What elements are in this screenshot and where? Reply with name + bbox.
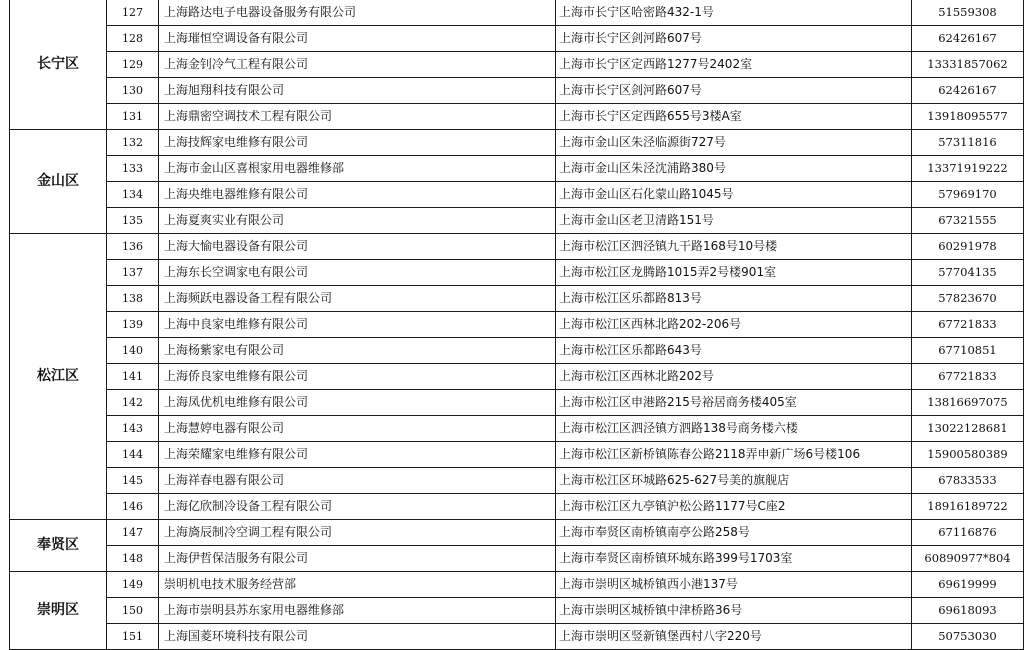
table-row bbox=[10, 104, 1024, 130]
company-name-cell: 上海荣耀家电维修有限公司 bbox=[159, 442, 556, 468]
phone-cell: 51559308 bbox=[912, 0, 1024, 26]
row-number-cell: 136 bbox=[107, 234, 159, 260]
company-name-cell: 崇明机电技术服务经营部 bbox=[159, 572, 556, 598]
row-number-cell: 134 bbox=[107, 182, 159, 208]
table-row bbox=[10, 156, 1024, 182]
address-cell: 上海市长宁区定西路1277号2402室 bbox=[556, 52, 912, 78]
phone-cell: 67833533 bbox=[912, 468, 1024, 494]
address-cell: 上海市松江区西林北路202-206号 bbox=[556, 312, 912, 338]
table-row bbox=[10, 364, 1024, 390]
company-name-cell: 上海旖辰制冷空调工程有限公司 bbox=[159, 520, 556, 546]
table-row bbox=[10, 416, 1024, 442]
table-row bbox=[10, 0, 1024, 26]
phone-cell: 60890977*804 bbox=[912, 546, 1024, 572]
table-row bbox=[10, 182, 1024, 208]
address-cell: 上海市长宁区哈密路432-1号 bbox=[556, 0, 912, 26]
company-name-cell: 上海金钊冷气工程有限公司 bbox=[159, 52, 556, 78]
table-row bbox=[10, 468, 1024, 494]
phone-cell: 15900580389 bbox=[912, 442, 1024, 468]
address-cell: 上海市松江区申港路215号裕居商务楼405室 bbox=[556, 390, 912, 416]
company-name-cell: 上海亿欣制冷设备工程有限公司 bbox=[159, 494, 556, 520]
company-name-cell: 上海慧婷电器有限公司 bbox=[159, 416, 556, 442]
address-cell: 上海市松江区乐都路643号 bbox=[556, 338, 912, 364]
company-name-cell: 上海中良家电维修有限公司 bbox=[159, 312, 556, 338]
phone-cell: 62426167 bbox=[912, 26, 1024, 52]
address-cell: 上海市金山区老卫清路151号 bbox=[556, 208, 912, 234]
address-cell: 上海市松江区龙腾路1015弄2号楼901室 bbox=[556, 260, 912, 286]
address-cell: 上海市松江区九亭镇沪松公路1177号C座2 bbox=[556, 494, 912, 520]
address-cell: 上海市松江区西林北路202号 bbox=[556, 364, 912, 390]
district-cell: 奉贤区 bbox=[10, 520, 107, 572]
row-number-cell: 130 bbox=[107, 78, 159, 104]
phone-cell: 67721833 bbox=[912, 312, 1024, 338]
phone-cell: 50753030 bbox=[912, 624, 1024, 650]
row-number-cell: 149 bbox=[107, 572, 159, 598]
table-row bbox=[10, 234, 1024, 260]
phone-cell: 13371919222 bbox=[912, 156, 1024, 182]
row-number-cell: 144 bbox=[107, 442, 159, 468]
table-row bbox=[10, 260, 1024, 286]
table-row bbox=[10, 624, 1024, 650]
address-cell: 上海市松江区环城路625-627号美的旗舰店 bbox=[556, 468, 912, 494]
address-cell: 上海市金山区朱泾沈浦路380号 bbox=[556, 156, 912, 182]
table-row bbox=[10, 26, 1024, 52]
phone-cell: 13816697075 bbox=[912, 390, 1024, 416]
phone-cell: 67721833 bbox=[912, 364, 1024, 390]
table-row bbox=[10, 520, 1024, 546]
row-number-cell: 147 bbox=[107, 520, 159, 546]
phone-cell: 13918095577 bbox=[912, 104, 1024, 130]
table-row bbox=[10, 494, 1024, 520]
company-name-cell: 上海路达电子电器设备服务有限公司 bbox=[159, 0, 556, 26]
company-name-cell: 上海璀恒空调设备有限公司 bbox=[159, 26, 556, 52]
service-provider-table bbox=[9, 0, 1024, 650]
company-name-cell: 上海市金山区喜根家用电器维修部 bbox=[159, 156, 556, 182]
phone-cell: 69618093 bbox=[912, 598, 1024, 624]
company-name-cell: 上海伊哲保洁服务有限公司 bbox=[159, 546, 556, 572]
company-name-cell: 上海东长空调家电有限公司 bbox=[159, 260, 556, 286]
company-name-cell: 上海夏爽实业有限公司 bbox=[159, 208, 556, 234]
row-number-cell: 150 bbox=[107, 598, 159, 624]
row-number-cell: 145 bbox=[107, 468, 159, 494]
company-name-cell: 上海大愉电器设备有限公司 bbox=[159, 234, 556, 260]
row-number-cell: 148 bbox=[107, 546, 159, 572]
row-number-cell: 140 bbox=[107, 338, 159, 364]
phone-cell: 62426167 bbox=[912, 78, 1024, 104]
address-cell: 上海市长宁区剑河路607号 bbox=[556, 78, 912, 104]
address-cell: 上海市奉贤区南桥镇南亭公路258号 bbox=[556, 520, 912, 546]
table-row bbox=[10, 338, 1024, 364]
row-number-cell: 138 bbox=[107, 286, 159, 312]
table-row bbox=[10, 442, 1024, 468]
address-cell: 上海市崇明区竖新镇堡西村八字220号 bbox=[556, 624, 912, 650]
row-number-cell: 133 bbox=[107, 156, 159, 182]
phone-cell: 57823670 bbox=[912, 286, 1024, 312]
row-number-cell: 131 bbox=[107, 104, 159, 130]
row-number-cell: 151 bbox=[107, 624, 159, 650]
row-number-cell: 128 bbox=[107, 26, 159, 52]
company-name-cell: 上海祥春电器有限公司 bbox=[159, 468, 556, 494]
row-number-cell: 143 bbox=[107, 416, 159, 442]
address-cell: 上海市金山区朱泾临源街727号 bbox=[556, 130, 912, 156]
address-cell: 上海市松江区泗泾镇九干路168号10号楼 bbox=[556, 234, 912, 260]
table-row bbox=[10, 52, 1024, 78]
district-cell: 长宁区 bbox=[10, 0, 107, 130]
row-number-cell: 137 bbox=[107, 260, 159, 286]
phone-cell: 13022128681 bbox=[912, 416, 1024, 442]
company-name-cell: 上海央维电器维修有限公司 bbox=[159, 182, 556, 208]
address-cell: 上海市松江区乐都路813号 bbox=[556, 286, 912, 312]
address-cell: 上海市金山区石化蒙山路1045号 bbox=[556, 182, 912, 208]
table-row bbox=[10, 286, 1024, 312]
address-cell: 上海市松江区新桥镇陈春公路2118弄申新广场6号楼106 bbox=[556, 442, 912, 468]
company-name-cell: 上海杨紫家电有限公司 bbox=[159, 338, 556, 364]
address-cell: 上海市长宁区定西路655号3楼A室 bbox=[556, 104, 912, 130]
address-cell: 上海市松江区泗泾镇方泗路138号商务楼六楼 bbox=[556, 416, 912, 442]
row-number-cell: 132 bbox=[107, 130, 159, 156]
table-row bbox=[10, 78, 1024, 104]
table-row bbox=[10, 130, 1024, 156]
company-name-cell: 上海频跃电器设备工程有限公司 bbox=[159, 286, 556, 312]
phone-cell: 57969170 bbox=[912, 182, 1024, 208]
company-name-cell: 上海国菱环境科技有限公司 bbox=[159, 624, 556, 650]
phone-cell: 18916189722 bbox=[912, 494, 1024, 520]
district-cell: 金山区 bbox=[10, 130, 107, 234]
company-name-cell: 上海旭翔科技有限公司 bbox=[159, 78, 556, 104]
phone-cell: 60291978 bbox=[912, 234, 1024, 260]
company-name-cell: 上海凤优机电维修有限公司 bbox=[159, 390, 556, 416]
row-number-cell: 141 bbox=[107, 364, 159, 390]
phone-cell: 67710851 bbox=[912, 338, 1024, 364]
row-number-cell: 127 bbox=[107, 0, 159, 26]
company-name-cell: 上海市崇明县苏东家用电器维修部 bbox=[159, 598, 556, 624]
company-name-cell: 上海鼎密空调技术工程有限公司 bbox=[159, 104, 556, 130]
row-number-cell: 129 bbox=[107, 52, 159, 78]
table-row bbox=[10, 312, 1024, 338]
table-row bbox=[10, 390, 1024, 416]
table-row bbox=[10, 546, 1024, 572]
address-cell: 上海市长宁区剑河路607号 bbox=[556, 26, 912, 52]
phone-cell: 67116876 bbox=[912, 520, 1024, 546]
table-row bbox=[10, 208, 1024, 234]
district-cell: 松江区 bbox=[10, 234, 107, 520]
address-cell: 上海市崇明区城桥镇西小港137号 bbox=[556, 572, 912, 598]
company-name-cell: 上海技辉家电维修有限公司 bbox=[159, 130, 556, 156]
address-cell: 上海市奉贤区南桥镇环城东路399号1703室 bbox=[556, 546, 912, 572]
phone-cell: 57311816 bbox=[912, 130, 1024, 156]
district-cell: 崇明区 bbox=[10, 572, 107, 650]
table-row bbox=[10, 598, 1024, 624]
row-number-cell: 135 bbox=[107, 208, 159, 234]
address-cell: 上海市崇明区城桥镇中津桥路36号 bbox=[556, 598, 912, 624]
row-number-cell: 146 bbox=[107, 494, 159, 520]
table-row bbox=[10, 572, 1024, 598]
company-name-cell: 上海侨良家电维修有限公司 bbox=[159, 364, 556, 390]
phone-cell: 67321555 bbox=[912, 208, 1024, 234]
row-number-cell: 139 bbox=[107, 312, 159, 338]
phone-cell: 69619999 bbox=[912, 572, 1024, 598]
table-body bbox=[10, 0, 1024, 650]
row-number-cell: 142 bbox=[107, 390, 159, 416]
phone-cell: 13331857062 bbox=[912, 52, 1024, 78]
phone-cell: 57704135 bbox=[912, 260, 1024, 286]
